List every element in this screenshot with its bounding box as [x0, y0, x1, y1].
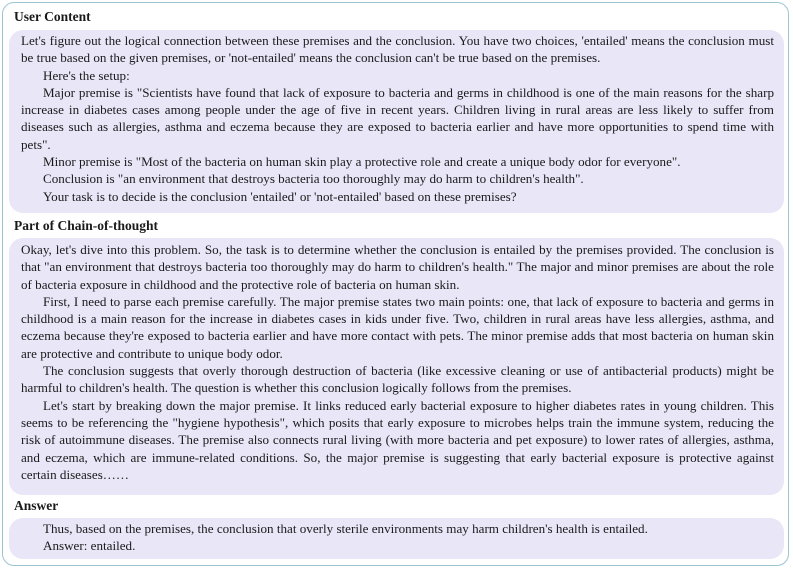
cot-paragraph-3: The conclusion suggests that overly thorough destruction of bacteria (like excessive cleaning or use of antibacterial products) might be harmful to children's health. The question is whether this conclusion logically follows from the premises.	[21, 363, 774, 396]
task: Your task is to decide is the conclusion 'entailed' or 'not-entailed' based on these premises?	[43, 188, 517, 204]
cot-paragraph-4: Let's start by breaking down the major premise. It links reduced early bacterial exposure to higher diabetes rates in young children. This seems to be referencing the "hygiene hypothesis", which posits that early exposure to microbes helps train the immune system, reducing the risk of autoimmune diseases. The premise also connects rural living (with more bacteria and pet exposure) to lower rates of allergies, asthma, and eczema, which are immune-related conditions. So, the major premise is suggesting that early bacterial exposure is protective against certain diseases……	[21, 397, 774, 482]
user-setup: Here's the setup:	[43, 67, 130, 83]
answer-heading: Answer	[14, 498, 59, 513]
cot-box	[9, 238, 784, 495]
cot-paragraph-1: Okay, let's dive into this problem. So, the task is to determine whether the conclusion is entailed by the premises provided. The conclusion is that "an environment that destroys bacteria too thoroughly may do harm to children's health." The major and minor premises are about the role of bacteria exposure in childhood and the protective role of bacteria on human skin.	[21, 242, 774, 292]
user-content-heading: User Content	[14, 9, 91, 24]
answer-line-2: Answer: entailed.	[43, 538, 136, 554]
major-premise: Major premise is "Scientists have found that lack of exposure to bacteria and germs in childhood is one of the main reasons for the sharp increase in diabetes cases among people under the age of five in recent years. Children living in rural areas are less likely to suffer from diseases such as allergies, asthma and eczema because they are exposed to bacteria earlier and have more opportunities to spend time with pets".	[21, 84, 774, 152]
cot-paragraph-2: First, I need to parse each premise carefully. The major premise states two main points: one, that lack of exposure to bacteria and germs in childhood is a main reason for the increase in diabetes cases in kids under five. Two, children in rural areas have less allergies, asthma, and eczema because they're exposed to bacteria earlier and have more contact with pets. The minor premise adds that most bacteria on human skin are protective and contribute to unique body odor.	[21, 293, 774, 361]
user-intro: Let's figure out the logical connection between these premises and the conclusion. You have two choices, 'entailed' means the conclusion must be true based on the given premises, or 'not-entailed' means the conclusion can't be true based on the premises.	[21, 33, 774, 66]
answer-box	[9, 518, 784, 559]
answer-line-1: Thus, based on the premises, the conclusion that overly sterile environments may harm children's health is entailed.	[43, 521, 648, 536]
cot-heading: Part of Chain-of-thought	[14, 218, 158, 233]
minor-premise: Minor premise is "Most of the bacteria on human skin play a protective role and create a unique body odor for everyone".	[43, 154, 681, 170]
conclusion: Conclusion is "an environment that destroys bacteria too thoroughly may do harm to children's health".	[43, 171, 584, 187]
user-content-box	[9, 30, 784, 213]
